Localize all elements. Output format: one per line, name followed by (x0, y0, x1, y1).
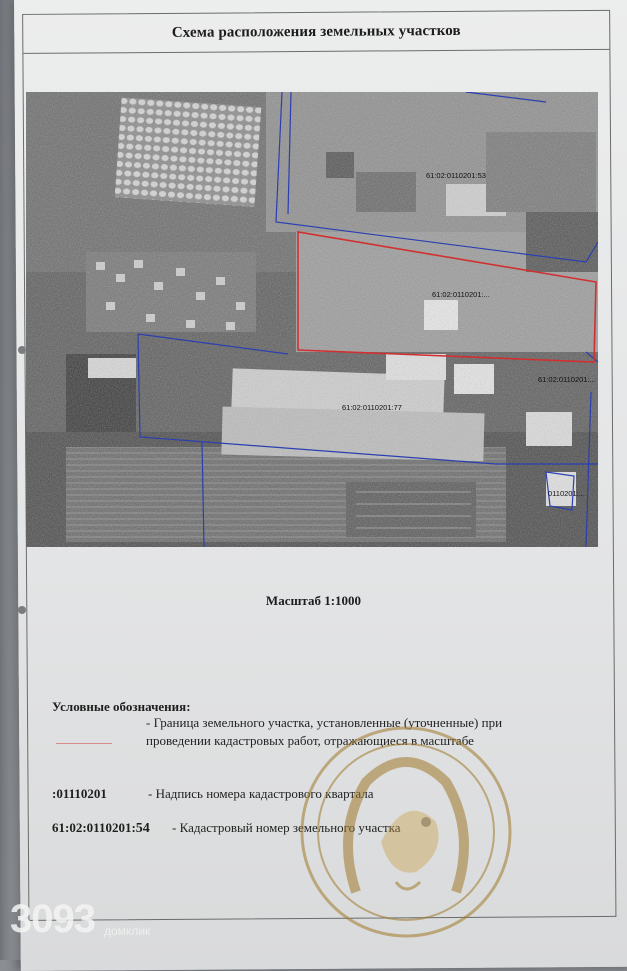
legend-red-line-symbol (56, 743, 112, 744)
map-label-parcel-red: 61:02:0110201:... (432, 290, 490, 299)
binder-hole (18, 346, 26, 354)
legend-quarter-symbol: :01110201 (52, 786, 107, 801)
map-label-parcel-bottom-right: 0110201:... (548, 489, 585, 498)
legend-item-quarter: - Надпись номера кадастрового квартала (148, 786, 374, 801)
legend-parcel-number: 54 (135, 821, 150, 836)
map-label-parcel-53: 61:02:0110201:53 (426, 171, 486, 180)
map-label-parcel-right: 61:02:0110201:... (538, 375, 596, 384)
title-cell (23, 11, 609, 54)
legend-parcel-prefix: 61:02:0110201: (52, 820, 136, 835)
seal-stamp (296, 722, 516, 942)
legend-title: Условные обозначения: (52, 699, 191, 714)
map-label-parcel-77: 61:02:0110201:77 (342, 403, 402, 412)
page-title: Схема расположения земельных участков (171, 22, 461, 41)
legend-item-boundary: - Граница земельного участка, установленные (уточненные) при проведении кадастровых работ, отражающиеся в масштабе (146, 715, 503, 748)
aerial-map-svg (26, 92, 598, 547)
legend-item-parcel: - Кадастровый номер земельного участка (172, 820, 401, 835)
watermark-brand: домклик (104, 924, 151, 938)
legend-parcel-symbol (52, 820, 150, 837)
watermark-number: 3093 (10, 897, 95, 941)
scale-label: Масштаб 1:1000 (265, 593, 362, 608)
aerial-map (26, 92, 598, 547)
